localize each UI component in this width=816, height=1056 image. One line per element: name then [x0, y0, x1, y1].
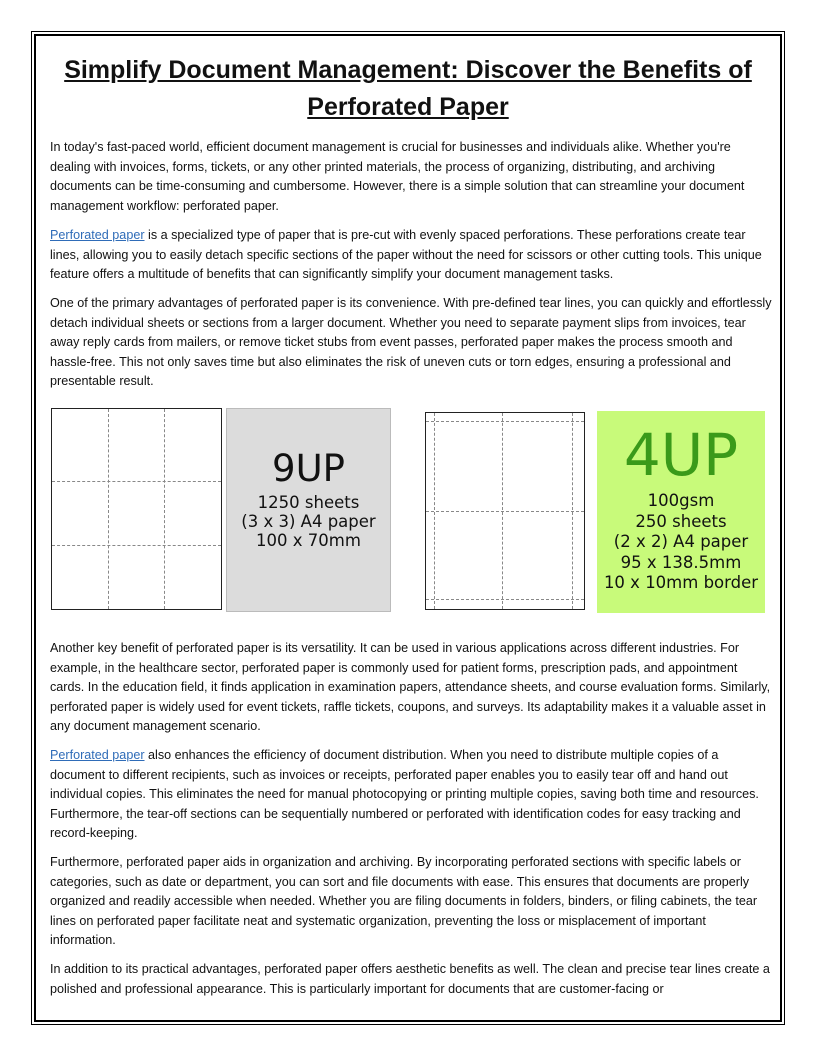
4up-product-label [597, 411, 765, 613]
paragraph-distribution [50, 746, 774, 844]
page-title-line-2: Perforated Paper [307, 93, 509, 121]
perforation-line [164, 409, 165, 609]
9up-product-label [226, 408, 391, 612]
perforation-line [52, 481, 221, 482]
4up-size: 95 x 138.5mm [620, 552, 742, 572]
page-title [36, 52, 780, 126]
4up-sheet-diagram [425, 412, 585, 610]
paragraph-aesthetics: In addition to its practical advantages, perforated paper offers aesthetic benefits as well. The clean and precise tear lines create a polished and professional appearance. This is particularly important for documents that are customer-facing or [50, 962, 770, 996]
perforation-line [426, 421, 584, 422]
perforated-paper-link-2[interactable]: Perforated paper [50, 748, 145, 762]
paragraph-definition-text: is a specialized type of paper that is pre-cut with evenly spaced perforations. These perforations create tear lines, allowing you to easily detach specific sections of the paper without the need for scissors or other cutting tools. This unique feature offers a multitude of benefits that can significantly simplify your document management tasks. [50, 228, 762, 282]
paragraph-definition [50, 226, 774, 285]
9up-sheet-count: 1250 sheets [257, 493, 360, 512]
paragraph-convenience: One of the primary advantages of perforated paper is its convenience. With pre-defined tear lines, you can quickly and effortlessly detach individual sheets or sections from a larger document. Whether you need to separate payment slips from invoices, tear away reply cards from mailers, or remove ticket stubs from event passes, perforated paper makes the process smooth and hassle-free. This not only saves time but also eliminates the risk of uneven cuts or torn edges, ensuring a professional and presentable result. [50, 296, 772, 389]
perforation-line [426, 511, 584, 512]
4up-weight: 100gsm [647, 491, 715, 510]
paragraph-versatility: Another key benefit of perforated paper is its versatility. It can be used in various applications across different industries. For example, in the healthcare sector, perforated paper is commonly used for patient forms, prescription pads, and appointment cards. In the education field, it finds application in examination papers, attendance sheets, and course evaluation forms. Similarly, perforated paper is widely used for event tickets, raffle tickets, coupons, and surveys. Its adaptability makes it a valuable asset in any document management scenario. [50, 641, 771, 734]
paragraph-intro: In today's fast-paced world, efficient document management is crucial for businesses and individuals alike. Whether you're dealing with invoices, forms, tickets, or any other printed materials, the process of organizing, distributing, and archiving documents can be time-consuming and cumbersome. However, there is a simple solution that can streamline your document management workflow: perforated paper. [50, 140, 745, 213]
perforation-line [108, 409, 109, 609]
9up-layout: (3 x 3) A4 paper [241, 512, 376, 531]
4up-border: 10 x 10mm border [603, 573, 759, 592]
perforated-paper-link-1[interactable]: Perforated paper [50, 228, 145, 242]
4up-sheet-count: 250 sheets [635, 511, 727, 531]
4up-layout: (2 x 2) A4 paper [613, 532, 749, 551]
page-frame [34, 34, 782, 1022]
paragraph-organization: Furthermore, perforated paper aids in organization and archiving. By incorporating perforated sections with specific labels or categories, such as date or department, you can sort and file documents with ease. This ensures that documents are properly organized and readily accessible when needed. Whether you are filing documents in folders, binders, or filing cabinets, the tear lines on perforated paper facilitate neat and systematic organization, preventing the loss or misplacement of important information. [50, 855, 758, 948]
perforation-line [426, 599, 584, 600]
perforation-line [52, 545, 221, 546]
page-title-line-1: Simplify Document Management: Discover the Benefits of [64, 56, 752, 84]
9up-sheet-diagram [51, 408, 222, 610]
9up-size: 100 x 70mm [256, 531, 361, 550]
paragraph-distribution-text: also enhances the efficiency of document distribution. When you need to distribute multiple copies of a document to different recipients, such as invoices or receipts, perforated paper enables you to easily tear off and hand out individual copies. This eliminates the need for manual photocopying or printing multiple copies, saving both time and resources. Furthermore, the tear-off sections can be sequentially numbered or perforated with identification codes for easy tracking and record-keeping. [50, 748, 759, 841]
9up-heading: 9UP [272, 447, 345, 490]
4up-heading: 4UP [623, 421, 739, 489]
